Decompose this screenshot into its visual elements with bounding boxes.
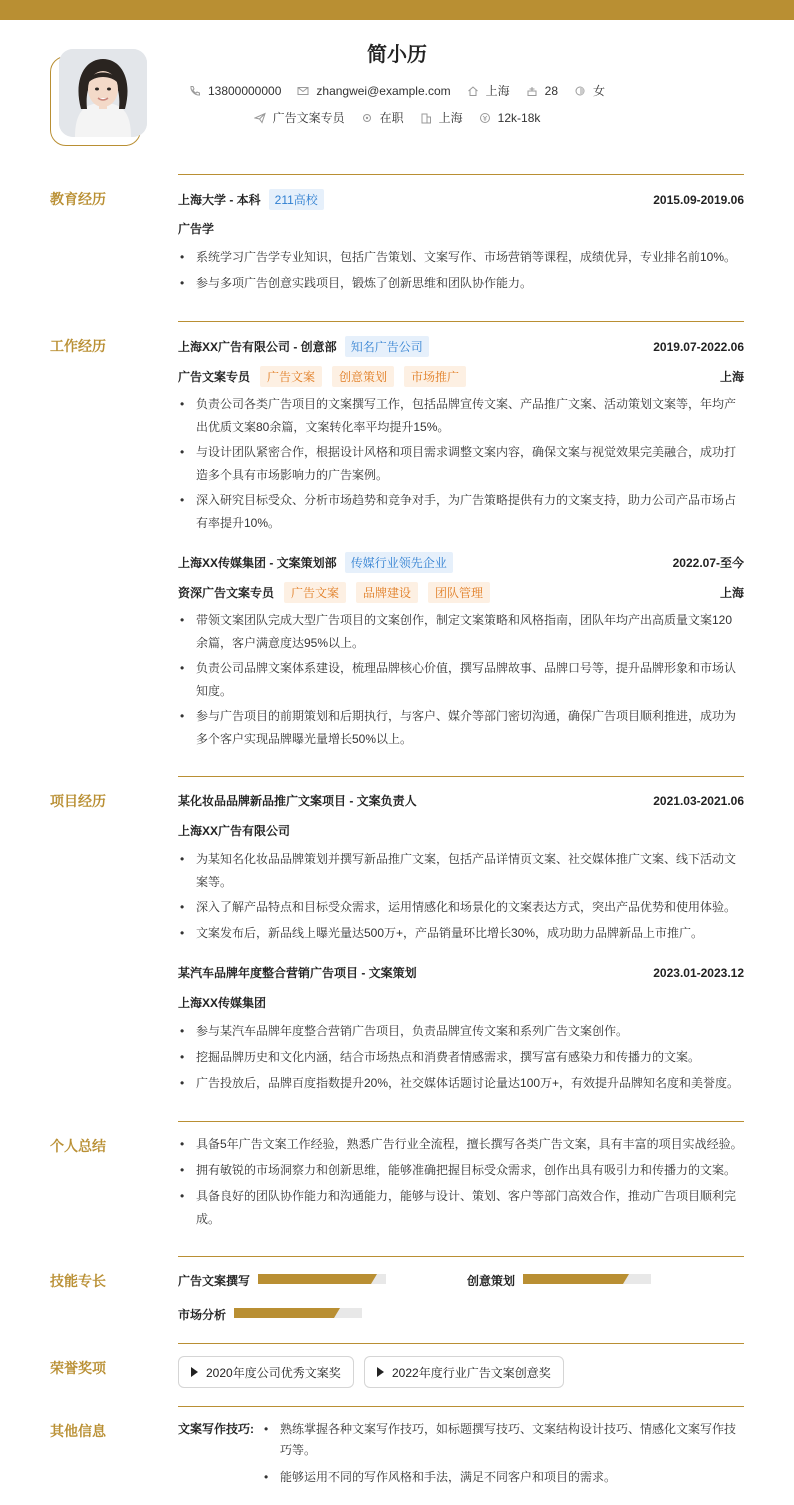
skill-name: 创意策划 [467, 1274, 516, 1288]
play-icon [377, 1367, 384, 1377]
list-item: • 为某知名化妆品品牌策划并撰写新品推广文案，包括产品详情页文案、社交媒体推广文案、线下活动文案等。 [178, 848, 744, 894]
position-title: 广告文案专员 [178, 370, 251, 384]
location-text: 上海 [485, 84, 510, 98]
age-item [526, 84, 558, 98]
skill-bar-fill [523, 1274, 623, 1284]
send-icon [254, 112, 266, 124]
position-row [178, 582, 744, 603]
job-title-item [254, 109, 345, 126]
skill-bar-fill [234, 1308, 334, 1318]
cake-icon [526, 85, 538, 97]
list-item: • 深入了解产品特点和目标受众需求，运用情感化和场景化的文案表达方式，突出产品优势和使用体验。 [178, 896, 744, 919]
divider [178, 1256, 744, 1257]
divider [178, 776, 744, 777]
section-title-other: 其他信息 [50, 1423, 106, 1439]
list-item: • 参与某汽车品牌年度整合营销广告项目，负责品牌宣传文案和系列广告文案创作。 [178, 1020, 744, 1043]
job-title-text: 广告文案专员 [272, 111, 345, 125]
other-label: 文案写作技巧: [178, 1422, 254, 1436]
list-item: • 带领文案团队完成大型广告项目的文案创作，制定文案策略和风格指南，团队年均产出高质量文案120余篇，客户满意度达95%以上。 [178, 609, 744, 655]
gender-item [574, 82, 605, 99]
divider [178, 174, 744, 175]
position-row [178, 366, 744, 387]
skill-bar [234, 1308, 362, 1318]
home-icon [467, 85, 479, 97]
company-name: 上海XX广告有限公司 - 创意部 [178, 340, 337, 354]
skill-bar [258, 1274, 386, 1284]
project-title: 某化妆品品牌新品推广文案项目 - 文案负责人 [178, 794, 417, 808]
divider [178, 1343, 744, 1344]
company-tag: 知名广告公司 [345, 336, 429, 357]
work-header [178, 552, 744, 573]
project-title: 某汽车品牌年度整合营销广告项目 - 文案策划 [178, 966, 417, 980]
location-item [467, 82, 510, 99]
mail-icon [297, 85, 309, 97]
award-label: 2022年度行业广告文案创意奖 [392, 1365, 551, 1380]
skill-tag: 创意策划 [332, 366, 394, 387]
list-item: • 参与多项广告创意实践项目，锻炼了创新思维和团队协作能力。 [178, 272, 744, 295]
list-item: • 具备良好的团队协作能力和沟通能力，能够与设计、策划、客户等部门高效合作，推动广告项目顺利完成。 [178, 1185, 744, 1231]
building-icon [420, 112, 432, 124]
work-period: 2019.07-2022.06 [653, 339, 744, 354]
list-item: • 深入研究目标受众、分析市场趋势和竞争对手，为广告策略提供有力的文案支持，助力公司产品市场占有率提升10%。 [178, 489, 744, 535]
section-title-awards: 荣誉奖项 [50, 1360, 106, 1376]
status-text: 在职 [379, 111, 404, 125]
coin-icon [479, 112, 491, 124]
skill-tag: 广告文案 [260, 366, 322, 387]
section-title-summary: 个人总结 [50, 1138, 106, 1154]
project-org: 上海XX广告有限公司 [178, 824, 291, 838]
divider [178, 321, 744, 322]
list-item: • 广告投放后，品牌百度指数提升20%，社交媒体话题讨论量达100万+，有效提升品牌知名度和美誉度。 [178, 1072, 744, 1095]
company-tag: 传媒行业领先企业 [345, 552, 453, 573]
school-tag: 211高校 [269, 189, 324, 210]
list-item: • 具备5年广告文案工作经验，熟悉广告行业全流程，擅长撰写各类广告文案，具有丰富的项目实战经验。 [178, 1133, 744, 1156]
skill-tag: 市场推广 [404, 366, 466, 387]
status-item [361, 109, 404, 126]
list-item: • 负责公司品牌文案体系建设，梳理品牌核心价值，撰写品牌故事、品牌口号等，提升品牌形象和市场认知度。 [178, 657, 744, 703]
skill-tag: 广告文案 [284, 582, 346, 603]
top-accent-bar [0, 0, 794, 20]
education-header [178, 189, 744, 210]
position-title: 资深广告文案专员 [178, 586, 275, 600]
list-item: • 能够运用不同的写作风格和手法，满足不同客户和项目的需求。 [262, 1467, 744, 1488]
play-icon [191, 1367, 198, 1377]
section-title-projects: 项目经历 [50, 793, 106, 809]
email-item [297, 84, 450, 98]
section-title-skills: 技能专长 [50, 1273, 106, 1289]
work-period: 2022.07-至今 [672, 556, 744, 570]
list-item: • 负责公司各类广告项目的文案撰写工作，包括品牌宣传文案、产品推广文案、活动策划文案等，年均产出优质文案80余篇，文案转化率平均提升15%。 [178, 393, 744, 439]
age-text: 28 [544, 83, 559, 98]
list-item: • 文案发布后，新品线上曝光量达500万+，产品销量环比增长30%，成功助力品牌新品上市推广。 [178, 922, 744, 945]
job-intent-row [0, 109, 794, 126]
skill-name: 市场分析 [178, 1308, 227, 1322]
list-item: • 参与广告项目的前期策划和后期执行，与客户、媒介等部门密切沟通，确保广告项目顺利推进，成功为多个客户实现品牌曝光量增长50%以上。 [178, 705, 744, 751]
salary-text: 12k-18k [497, 110, 541, 125]
project-org: 上海XX传媒集团 [178, 996, 267, 1010]
divider [178, 1121, 744, 1122]
salary-item [479, 111, 541, 125]
project-period: 2021.03-2021.06 [653, 793, 744, 808]
work-city: 上海 [719, 370, 744, 384]
skill-name: 广告文案撰写 [178, 1274, 251, 1288]
divider [178, 1406, 744, 1407]
phone-icon [189, 85, 201, 97]
gender-icon [574, 85, 586, 97]
status-icon [361, 112, 373, 124]
gender-text: 女 [593, 84, 606, 98]
award-chip [178, 1356, 354, 1388]
company-name: 上海XX传媒集团 - 文案策划部 [178, 556, 337, 570]
list-item: • 系统学习广告学专业知识，包括广告策划、文案写作、市场营销等课程，成绩优异，专业排名前10%。 [178, 246, 744, 269]
section-title-work: 工作经历 [50, 338, 106, 354]
phone-item [189, 84, 281, 98]
skill-tag: 团队管理 [428, 582, 490, 603]
project-header [178, 792, 744, 809]
work-city: 上海 [719, 586, 744, 600]
award-label: 2020年度公司优秀文案奖 [206, 1365, 341, 1380]
phone-text: 13800000000 [207, 83, 282, 98]
skill-bar-fill [258, 1274, 371, 1284]
list-item: • 拥有敏锐的市场洞察力和创新思维，能够准确把握目标受众需求，创作出具有吸引力和传播力的文案。 [178, 1159, 744, 1182]
list-item: • 与设计团队紧密合作，根据设计风格和项目需求调整文案内容，确保文案与视觉效果完美融合，成功打造多个具有市场影响力的广告案例。 [178, 441, 744, 487]
skill-tag: 品牌建设 [356, 582, 418, 603]
project-header [178, 964, 744, 981]
section-title-education: 教育经历 [50, 191, 106, 207]
candidate-name: 简小历 [367, 44, 427, 66]
target-city-text: 上海 [438, 111, 463, 125]
school-name: 上海大学 - 本科 [178, 193, 261, 207]
education-period: 2015.09-2019.06 [653, 192, 744, 207]
project-period: 2023.01-2023.12 [653, 965, 744, 980]
list-item: • 熟练掌握各种文案写作技巧，如标题撰写技巧、文案结构设计技巧、情感化文案写作技巧等。 [262, 1419, 744, 1461]
skill-bar [523, 1274, 651, 1284]
email-text: zhangwei@example.com [316, 83, 451, 98]
major: 广告学 [178, 222, 215, 236]
target-city-item [420, 109, 463, 126]
contact-row [0, 82, 794, 99]
work-header [178, 336, 744, 357]
list-item: • 挖掘品牌历史和文化内涵，结合市场热点和消费者情感需求，撰写富有感染力和传播力的文案。 [178, 1046, 744, 1069]
award-chip [364, 1356, 564, 1388]
